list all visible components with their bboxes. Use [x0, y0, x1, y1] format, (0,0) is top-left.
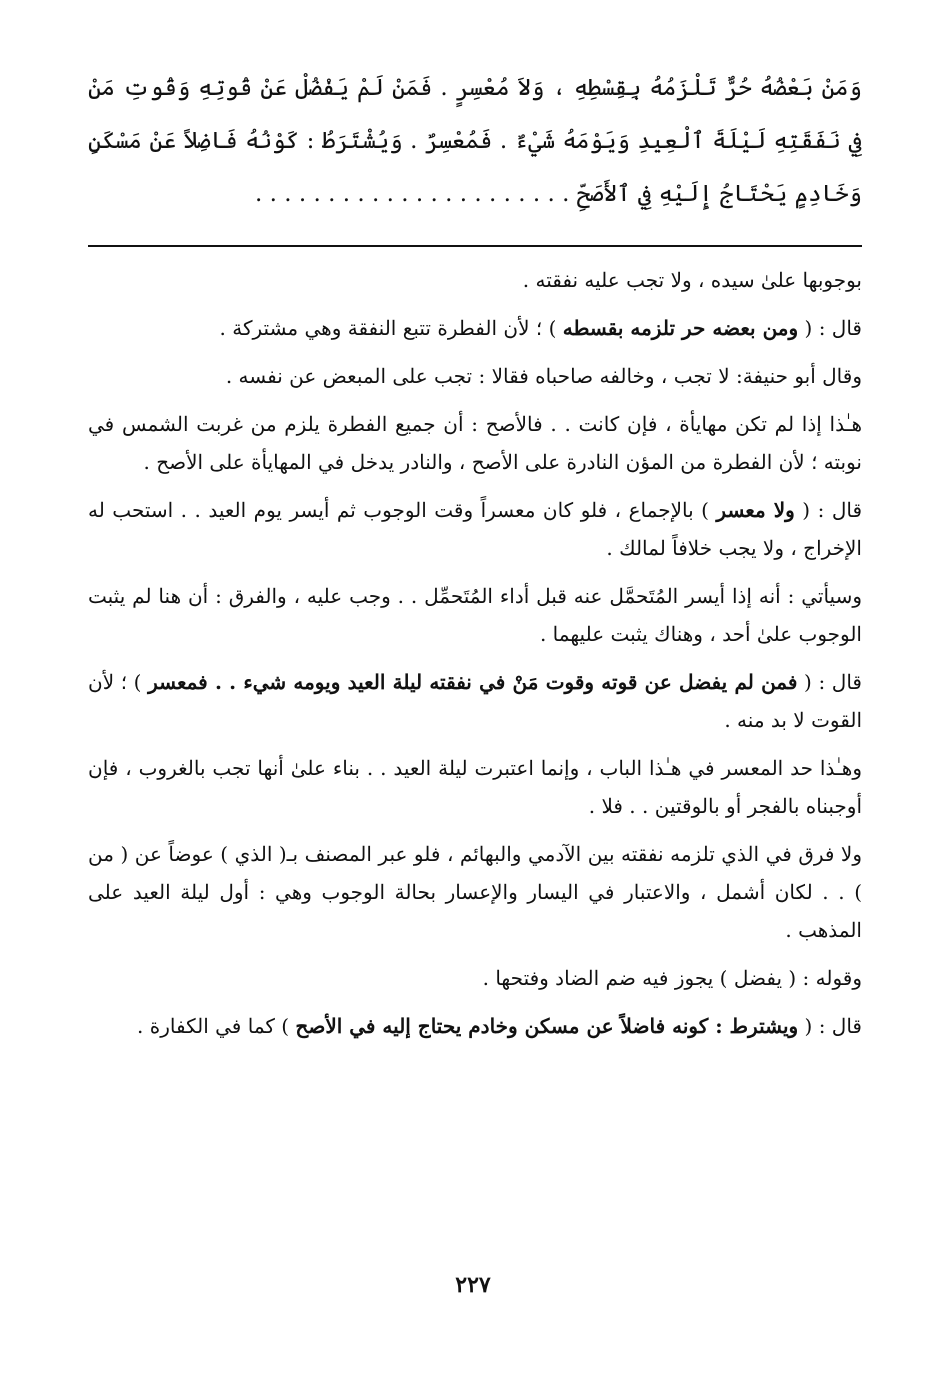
commentary-text: ) كما في الكفارة .	[137, 1014, 296, 1038]
page-number: ٢٢٧	[455, 1272, 491, 1298]
commentary-text: قال : (	[798, 1014, 862, 1038]
commentary-section	[88, 261, 862, 1045]
commentary-text: وقوله : ( يفضل ) يجوز فيه ضم الضاد وفتحها .	[482, 966, 862, 990]
quoted-matn: ومن بعضه حر تلزمه بقسطه	[562, 316, 799, 340]
commentary-text: وهـٰذا حد المعسر في هـٰذا الباب ، وإنما اعتبرت ليلة العيد . . بناء علىٰ أنها تجب بالغروب ، فإن أوجبناه بالفجر أو بالوقتين . . فلا .	[88, 756, 862, 818]
quoted-matn: فمن لم يفضل عن قوته وقوت مَنْ في نفقته ليلة العيد ويومه شيء . . فمعسر	[148, 670, 798, 694]
commentary-text: ولا فرق في الذي تلزمه نفقته بين الآدمي والبهائم ، فلو عبر المصنف بـ( الذي ) عوضاً عن ( من ) . . لكان أشمل ، والاعتبار في اليسار والإعسار بحالة الوجوب وهي : أول ليلة العيد على المذهب .	[88, 842, 862, 942]
matn-text	[88, 62, 862, 221]
commentary-paragraph	[88, 663, 862, 739]
commentary-paragraph	[88, 491, 862, 567]
commentary-paragraph	[88, 405, 862, 481]
commentary-paragraph	[88, 835, 862, 949]
commentary-text: ) ؛ لأن الفطرة تتبع النفقة وهي مشتركة .	[219, 316, 563, 340]
page-body	[88, 62, 862, 1055]
commentary-text: هـٰذا إذا لم تكن مهايأة ، فإن كانت . . فالأصح : أن جميع الفطرة يلزم من غربت الشمس في نوبته ؛ لأن الفطرة من المؤن النادرة على الأصح ، والنادر يدخل في المهايأة على الأصح .	[88, 412, 862, 474]
quoted-matn: ويشترط : كونه فاضلاً عن مسكن وخادم يحتاج إليه في الأصح	[295, 1014, 799, 1038]
commentary-text: بوجوبها علىٰ سيده ، ولا تجب عليه نفقته .	[522, 268, 862, 292]
commentary-text: ) ؛ لأن القوت لا بد منه .	[88, 670, 862, 732]
commentary-paragraph	[88, 749, 862, 825]
commentary-paragraph	[88, 357, 862, 395]
quoted-matn: ولا معسر	[716, 498, 795, 522]
commentary-text: وقال أبو حنيفة: لا تجب ، وخالفه صاحباه فقالا : تجب على المبعض عن نفسه .	[225, 364, 862, 388]
commentary-text: وسيأتي : أنه إذا أيسر المُتَحمَّل عنه قبل أداء المُتَحمِّل . . وجب عليه ، والفرق : أن هنا لم يثبت الوجوب علىٰ أحد ، وهناك يثبت عليهما .	[88, 584, 862, 646]
commentary-text: قال : (	[798, 316, 862, 340]
separator-line	[88, 245, 862, 247]
commentary-paragraph	[88, 577, 862, 653]
commentary-paragraph	[88, 261, 862, 299]
commentary-paragraph	[88, 959, 862, 997]
commentary-text: ) بالإجماع ، فلو كان معسراً وقت الوجوب ثم أيسر يوم العيد . . استحب له الإخراج ، ولا يجب خلافاً لمالك .	[88, 498, 862, 560]
commentary-text: قال : (	[794, 498, 863, 522]
matn-dots: . . . . . . . . . . . . . . . . . . . . . .	[255, 181, 570, 207]
commentary-text: قال : (	[797, 670, 862, 694]
matn-verse: وَمَنْ بَعْضُهُ حُرٌّ تَلْزَمُهُ بِقِسْطِهِ ، وَلاَ مُعْسِرٍ . فَمَنْ لَمْ يَفْضُلْ عَنْ قُوتِهِ وَقُوتِ مَنْ فِي نَفَقَتِهِ لَيْلَةَ ٱلْعِيدِ وَيَوْمَهُ شَيْءٌ . فَمُعْسِرٌ . وَيُشْتَرَطُ : كَوْنُهُ فَاضِلاً عَنْ مَسْكَنٍ وَخَادِمٍ يَحْتَاجُ إِلَيْهِ فِي ٱلأَصَحِّ	[88, 75, 862, 207]
commentary-paragraph	[88, 309, 862, 347]
commentary-paragraph	[88, 1007, 862, 1045]
